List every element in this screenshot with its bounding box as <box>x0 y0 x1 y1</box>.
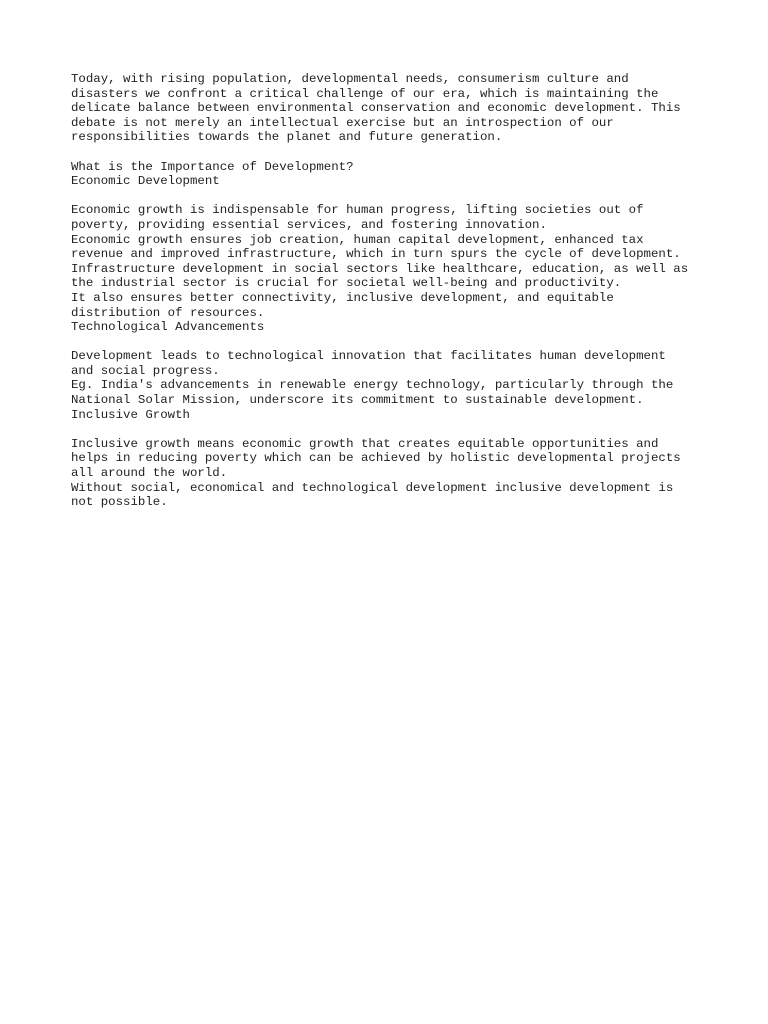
text-line: Inclusive growth means economic growth that creates equitable opportunities and <box>71 436 659 451</box>
text-line: all around the world. <box>71 466 228 481</box>
text-line: Today, with rising population, developmental needs, consumerism culture and <box>71 72 629 86</box>
text-line: National Solar Mission, underscore its commitment to sustainable development. <box>71 393 644 408</box>
text-line: responsibilities towards the planet and future generation. <box>71 130 503 145</box>
text-line: disasters we confront a critical challenge of our era, which is maintaining the <box>71 86 659 101</box>
text-line: It also ensures better connectivity, inclusive development, and equitable <box>71 290 614 305</box>
text-line: and social progress. <box>71 363 220 378</box>
text-line: delicate balance between environmental conservation and economic development. This <box>71 101 681 116</box>
text-line: debate is not merely an intellectual exercise but an introspection of our <box>71 115 614 130</box>
text-line: Economic growth is indispensable for human progress, lifting societies out of <box>71 203 644 218</box>
text-line: helps in reducing poverty which can be achieved by holistic developmental projects <box>71 451 681 466</box>
question-heading: What is the Importance of Development? <box>71 159 354 174</box>
section-economic-development <box>71 174 731 320</box>
section-heading: Inclusive Growth <box>71 407 190 422</box>
text-line: poverty, providing essential services, and fostering innovation. <box>71 217 547 232</box>
blank-line <box>71 422 731 437</box>
intro-paragraph <box>71 72 731 145</box>
text-line: not possible. <box>71 495 168 510</box>
text-line: Without social, economical and technological development inclusive development is <box>71 480 674 495</box>
text-line: Economic growth ensures job creation, human capital development, enhanced tax <box>71 232 644 247</box>
blank-line <box>71 335 731 350</box>
text-line: distribution of resources. <box>71 305 265 320</box>
document-body <box>71 72 731 510</box>
text-line: revenue and improved infrastructure, which in turn spurs the cycle of development. <box>71 247 681 262</box>
section-heading: Technological Advancements <box>71 320 265 335</box>
text-line: Eg. India's advancements in renewable energy technology, particularly through the <box>71 378 674 393</box>
blank-line <box>71 145 731 160</box>
text-line: Development leads to technological innovation that facilitates human development <box>71 349 666 364</box>
section-technological-advancements <box>71 320 731 408</box>
blank-line <box>71 189 731 204</box>
text-line: Infrastructure development in social sectors like healthcare, education, as well as <box>71 261 689 276</box>
text-line: the industrial sector is crucial for societal well-being and productivity. <box>71 276 622 291</box>
section-heading: Economic Development <box>71 174 220 189</box>
section-inclusive-growth <box>71 408 731 510</box>
